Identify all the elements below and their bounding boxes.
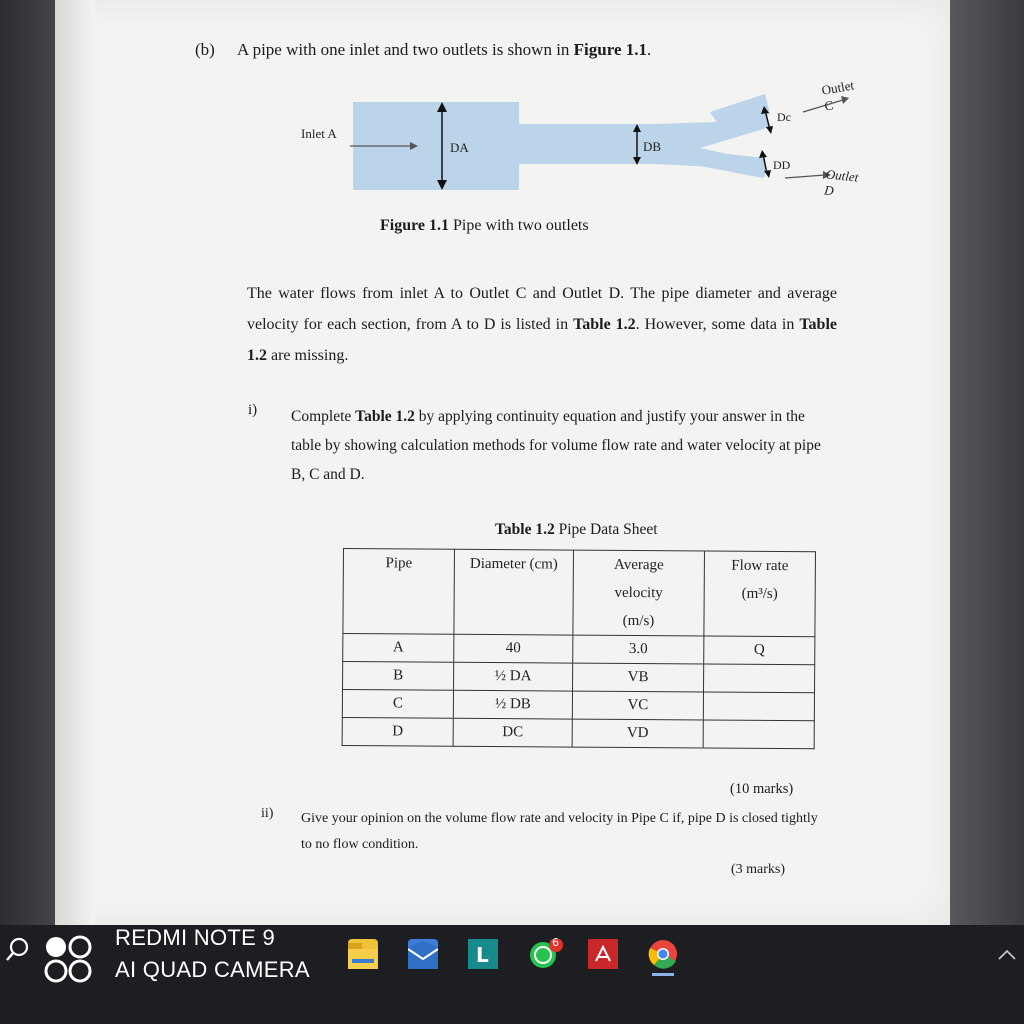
diameter-d-label: DD: [773, 158, 791, 172]
outlet-d-label: Outlet D: [823, 166, 860, 199]
watermark-line-1: REDMI NOTE 9: [115, 925, 276, 950]
chrome-active-indicator: [652, 973, 674, 976]
description-paragraph: The water flows from inlet A to Outlet C and Outlet D. The pipe diameter and average velocity for each section, from A to D is listed in Table 1.2. However, some data in Table 1.2 are missing.: [247, 285, 837, 364]
diameter-a-label: DA: [450, 140, 469, 155]
file-explorer-icon[interactable]: [348, 939, 378, 969]
table-row: [342, 690, 814, 721]
table-header-row: [343, 549, 816, 637]
cell-flow: Q: [704, 636, 815, 665]
cell-flow: [703, 692, 814, 721]
svg-text:L: L: [476, 943, 489, 967]
pdf-icon[interactable]: [588, 939, 618, 969]
table-row: [343, 662, 815, 693]
cell-diameter: ½ DB: [453, 690, 572, 719]
header-velocity: Average velocity (m/s): [573, 550, 705, 636]
item-i-text: Complete Table 1.2 by applying continuity equation and justify your answer in the table by showing calculation methods for volume flow rate and water velocity at pipe B, C and D.: [291, 408, 821, 483]
marks-item-i: (10 marks): [730, 781, 794, 797]
header-diameter: Diameter (cm): [454, 549, 574, 635]
cell-flow: [703, 720, 814, 749]
chrome-icon[interactable]: [648, 939, 678, 969]
question-b-text: A pipe with one inlet and two outlets is shown in Figure 1.1.: [237, 40, 652, 59]
pipe-data-table: [342, 548, 816, 749]
search-icon[interactable]: [4, 935, 32, 963]
camera-watermark-logo: [42, 933, 98, 990]
cell-diameter: ½ DA: [454, 662, 573, 691]
cell-velocity: VD: [572, 719, 703, 748]
table-caption: Table 1.2 Pipe Data Sheet: [495, 521, 658, 538]
marks-item-ii: (3 marks): [731, 862, 786, 877]
whatsapp-icon[interactable]: [528, 936, 559, 969]
mail-icon[interactable]: [408, 939, 438, 969]
cell-pipe: C: [342, 690, 453, 719]
pipe-diagram-svg: [295, 72, 855, 202]
cell-velocity: 3.0: [573, 635, 704, 664]
item-ii-text: Give your opinion on the volume flow rate and velocity in Pipe C if, pipe D is closed tightly to no flow condition.: [301, 811, 818, 852]
document-page: [55, 0, 950, 925]
cell-flow: [704, 664, 815, 693]
table-row: [342, 717, 814, 748]
outlet-c-label: Outlet C: [820, 77, 856, 114]
whatsapp-badge: 6: [552, 936, 559, 949]
watermark-line-2: AI QUAD CAMERA: [115, 957, 310, 982]
diameter-b-label: DB: [643, 139, 662, 154]
monitor-bezel-right: [944, 0, 1024, 930]
question-b-label: (b): [195, 40, 215, 59]
cell-pipe: A: [343, 634, 454, 663]
header-flow-rate: Flow rate (m³/s): [704, 551, 816, 637]
item-ii-number: ii): [261, 806, 274, 821]
cell-diameter: 40: [454, 634, 573, 663]
cell-pipe: D: [342, 717, 453, 746]
cell-pipe: B: [343, 662, 454, 691]
cell-velocity: VB: [573, 663, 704, 692]
pipe-figure: [295, 72, 860, 202]
chevron-up-icon[interactable]: [995, 945, 1019, 965]
item-i-number: i): [248, 402, 258, 418]
taskbar: [0, 925, 1024, 1024]
diameter-c-label: Dc: [777, 110, 791, 124]
inlet-a-label: Inlet A: [301, 126, 337, 141]
table-row: [343, 634, 815, 665]
cell-velocity: VC: [572, 691, 703, 720]
l-app-icon[interactable]: [468, 939, 498, 969]
monitor-bezel-left: [0, 0, 60, 930]
cell-diameter: DC: [453, 718, 572, 747]
pipe-d-section: [690, 150, 765, 178]
header-pipe: Pipe: [343, 549, 455, 635]
figure-caption: Figure 1.1 Pipe with two outlets: [380, 217, 589, 234]
